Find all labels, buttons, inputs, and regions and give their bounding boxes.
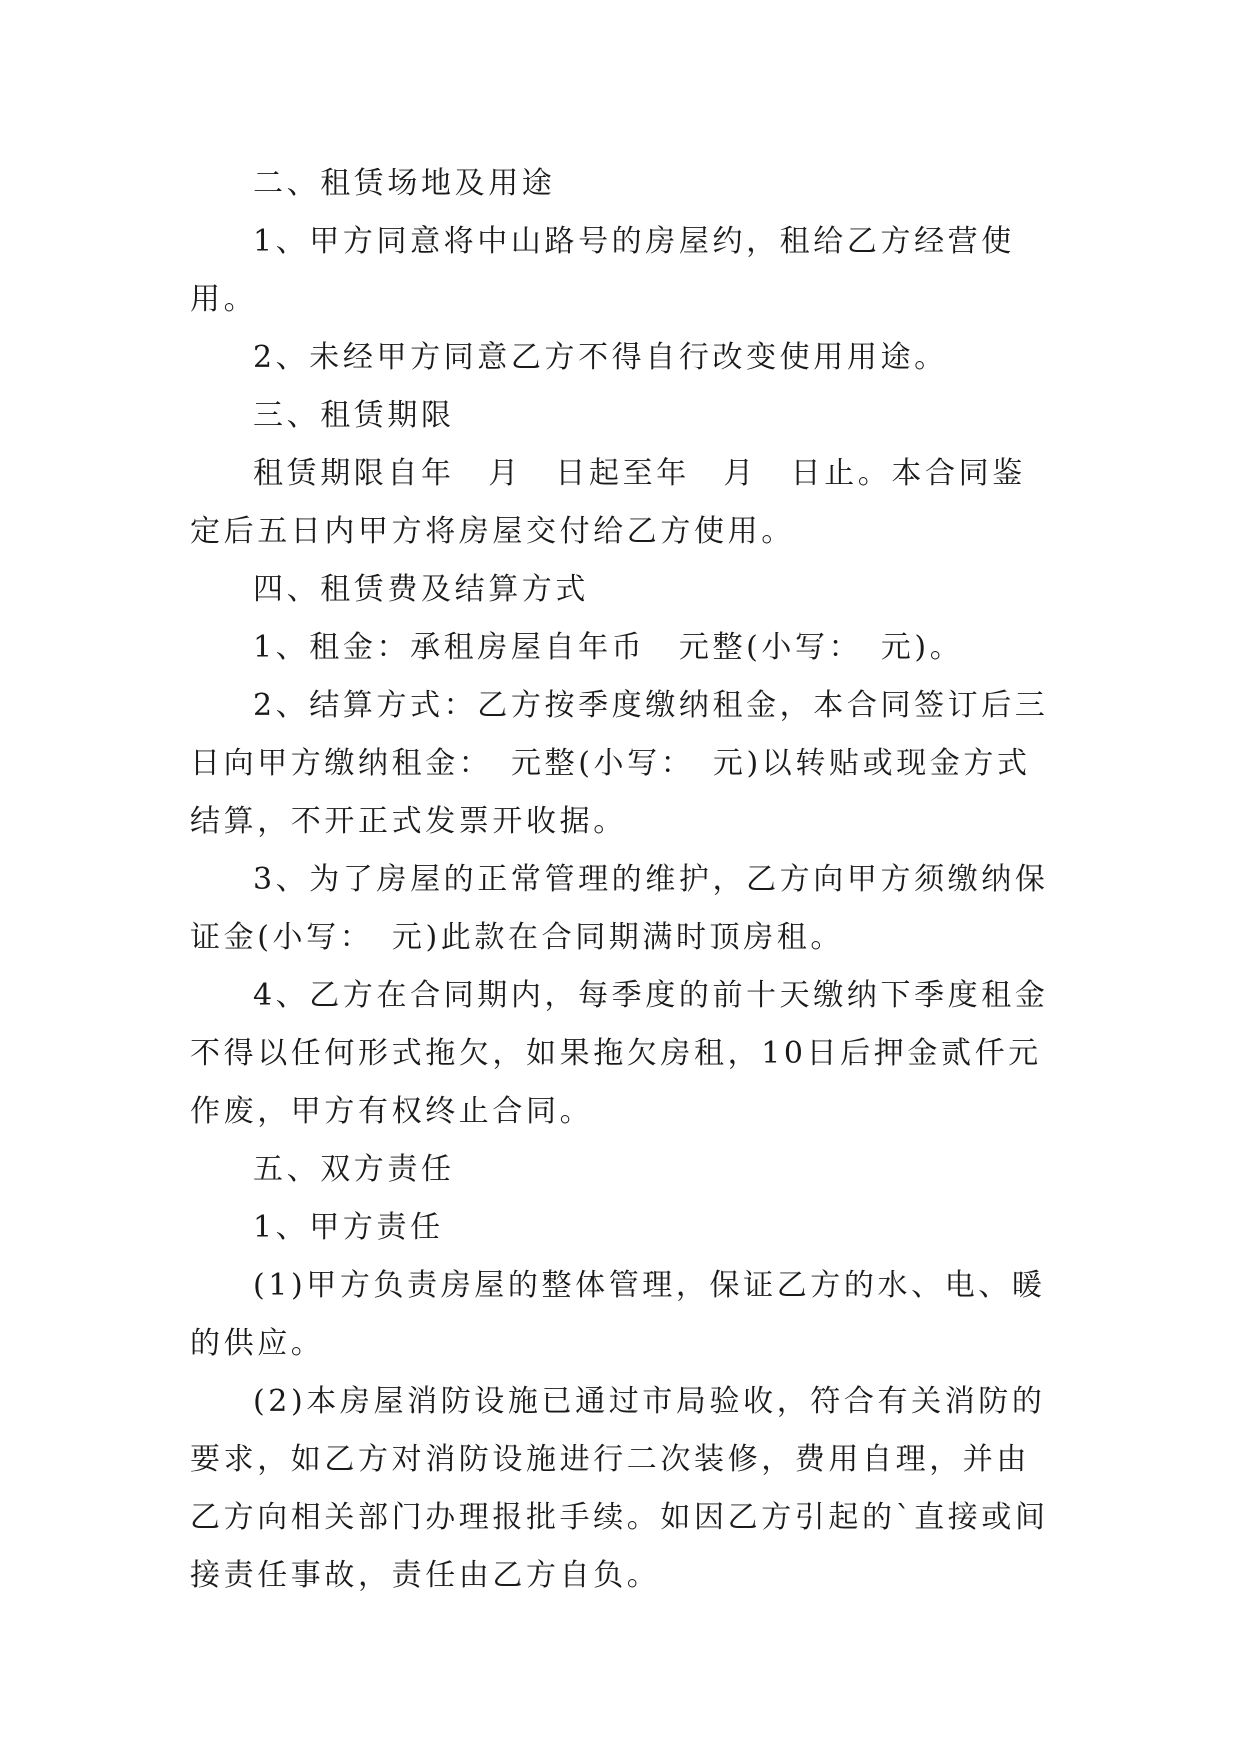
- clause-rent-1: 1、租金：承租房屋自年币 元整(小写： 元)。: [253, 630, 964, 665]
- section-heading-premises: 二、租赁场地及用途: [253, 166, 556, 201]
- document-body: [190, 155, 1050, 1605]
- clause-premises-2: 2、未经甲方同意乙方不得自行改变使用用途。: [253, 340, 948, 375]
- section-heading-term: 三、租赁期限: [253, 398, 455, 433]
- clause-premises-1: 1、甲方同意将中山路号的房屋约，租给乙方经营使用。: [190, 224, 1015, 317]
- clause-party-a-1: (1)甲方负责房屋的整体管理，保证乙方的水、电、暖的供应。: [190, 1268, 1046, 1361]
- clause-rent-2: 2、结算方式：乙方按季度缴纳租金，本合同签订后三日向甲方缴纳租金： 元整(小写： 元)以转贴或现金方式结算，不开正式发票开收据。: [190, 688, 1049, 839]
- subsection-heading-party-a: 1、甲方责任: [253, 1210, 444, 1245]
- clause-party-a-2: (2)本房屋消防设施已通过市局验收，符合有关消防的要求，如乙方对消防设施进行二次装修，费用自理，并由乙方向相关部门办理报批手续。如因乙方引起的`直接或间接责任事故，责任由乙方自负。: [190, 1384, 1049, 1593]
- section-heading-responsibilities: 五、双方责任: [253, 1152, 455, 1187]
- section-heading-rent: 四、租赁费及结算方式: [253, 572, 589, 607]
- clause-rent-4: 4、乙方在合同期内，每季度的前十天缴纳下季度租金不得以任何形式拖欠，如果拖欠房租，10日后押金贰仟元作废，甲方有权终止合同。: [190, 978, 1049, 1129]
- clause-term: 租赁期限自年 月 日起至年 月 日止。本合同鉴定后五日内甲方将房屋交付给乙方使用。: [190, 456, 1026, 549]
- clause-rent-3: 3、为了房屋的正常管理的维护，乙方向甲方须缴纳保证金(小写： 元)此款在合同期满时顶房租。: [190, 862, 1049, 955]
